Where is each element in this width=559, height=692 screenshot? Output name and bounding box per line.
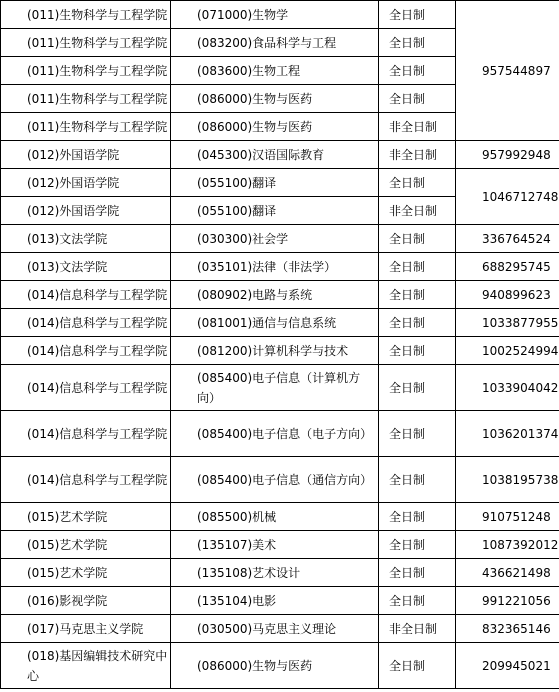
study-mode-cell: 非全日制 [379,615,456,643]
study-mode-cell: 非全日制 [379,113,456,141]
college-cell: (017)马克思主义学院 [1,615,171,643]
college-cell: (013)文法学院 [1,225,171,253]
study-mode-cell: 全日制 [379,57,456,85]
college-cell: (012)外国语学院 [1,169,171,197]
table-row [1,309,559,337]
qq-group-cell: 436621498 [456,559,559,587]
college-cell: (016)影视学院 [1,587,171,615]
major-cell: (086000)生物与医药 [171,85,379,113]
college-cell: (011)生物科学与工程学院 [1,113,171,141]
study-mode-cell: 全日制 [379,85,456,113]
major-cell: (086000)生物与医药 [171,113,379,141]
study-mode-cell: 全日制 [379,587,456,615]
college-cell: (015)艺术学院 [1,531,171,559]
major-cell: (085400)电子信息（通信方向） [171,457,379,503]
qq-group-cell: 1033877955 [456,309,559,337]
major-cell: (086000)生物与医药 [171,643,379,689]
table-row [1,337,559,365]
major-cell: (030500)马克思主义理论 [171,615,379,643]
major-cell: (071000)生物学 [171,1,379,29]
study-mode-cell: 全日制 [379,643,456,689]
qq-group-cell: 1033904042 [456,365,559,411]
major-cell: (055100)翻译 [171,197,379,225]
qq-group-cell: 1002524994 [456,337,559,365]
major-cell: (081001)通信与信息系统 [171,309,379,337]
college-cell: (015)艺术学院 [1,503,171,531]
college-cell: (011)生物科学与工程学院 [1,57,171,85]
study-mode-cell: 全日制 [379,503,456,531]
study-mode-cell: 全日制 [379,169,456,197]
qq-group-cell: 940899623 [456,281,559,309]
college-cell: (012)外国语学院 [1,197,171,225]
table-row [1,457,559,503]
major-cell: (135104)电影 [171,587,379,615]
study-mode-cell: 全日制 [379,1,456,29]
qq-group-cell: 688295745 [456,253,559,281]
major-cell: (135107)美术 [171,531,379,559]
table-row [1,503,559,531]
qq-group-cell: 1036201374 [456,411,559,457]
qq-group-cell: 209945021 [456,643,559,689]
college-cell: (011)生物科学与工程学院 [1,85,171,113]
study-mode-cell: 全日制 [379,253,456,281]
qq-group-cell: 1038195738 [456,457,559,503]
study-mode-cell: 全日制 [379,337,456,365]
major-cell: (035101)法律（非法学） [171,253,379,281]
major-cell: (030300)社会学 [171,225,379,253]
major-cell: (085400)电子信息（计算机方向） [171,365,379,411]
major-cell: (055100)翻译 [171,169,379,197]
table-row [1,365,559,411]
major-cell: (085500)机械 [171,503,379,531]
major-cell: (085400)电子信息（电子方向） [171,411,379,457]
table-row [1,1,559,29]
study-mode-cell: 非全日制 [379,197,456,225]
study-mode-cell: 全日制 [379,309,456,337]
college-cell: (011)生物科学与工程学院 [1,1,171,29]
study-mode-cell: 全日制 [379,29,456,57]
study-mode-cell: 全日制 [379,365,456,411]
qq-group-cell: 336764524 [456,225,559,253]
table-row [1,141,559,169]
college-cell: (014)信息科学与工程学院 [1,365,171,411]
qq-group-cell: 957544897 [456,1,559,141]
college-cell: (014)信息科学与工程学院 [1,281,171,309]
study-mode-cell: 全日制 [379,411,456,457]
college-cell: (014)信息科学与工程学院 [1,457,171,503]
qq-group-cell: 991221056 [456,587,559,615]
table-row [1,281,559,309]
table-row [1,559,559,587]
table-row [1,531,559,559]
major-cell: (083600)生物工程 [171,57,379,85]
major-cell: (080902)电路与系统 [171,281,379,309]
table-row [1,411,559,457]
college-cell: (015)艺术学院 [1,559,171,587]
college-cell: (011)生物科学与工程学院 [1,29,171,57]
major-cell: (081200)计算机科学与技术 [171,337,379,365]
major-cell: (083200)食品科学与工程 [171,29,379,57]
major-cell: (045300)汉语国际教育 [171,141,379,169]
table-row [1,587,559,615]
college-cell: (013)文法学院 [1,253,171,281]
qq-group-cell: 957992948 [456,141,559,169]
study-mode-cell: 全日制 [379,559,456,587]
qq-group-cell: 1087392012 [456,531,559,559]
college-cell: (014)信息科学与工程学院 [1,309,171,337]
table-row [1,169,559,197]
table-row [1,643,559,689]
qq-group-cell: 910751248 [456,503,559,531]
college-cell: (012)外国语学院 [1,141,171,169]
study-mode-cell: 非全日制 [379,141,456,169]
qq-group-cell: 1046712748 [456,169,559,225]
table-row [1,225,559,253]
study-mode-cell: 全日制 [379,531,456,559]
major-cell: (135108)艺术设计 [171,559,379,587]
college-cell: (018)基因编辑技术研究中心 [1,643,171,689]
study-mode-cell: 全日制 [379,225,456,253]
qq-group-cell: 832365146 [456,615,559,643]
college-cell: (014)信息科学与工程学院 [1,411,171,457]
college-cell: (014)信息科学与工程学院 [1,337,171,365]
study-mode-cell: 全日制 [379,281,456,309]
table-row [1,253,559,281]
study-mode-cell: 全日制 [379,457,456,503]
table-row [1,615,559,643]
